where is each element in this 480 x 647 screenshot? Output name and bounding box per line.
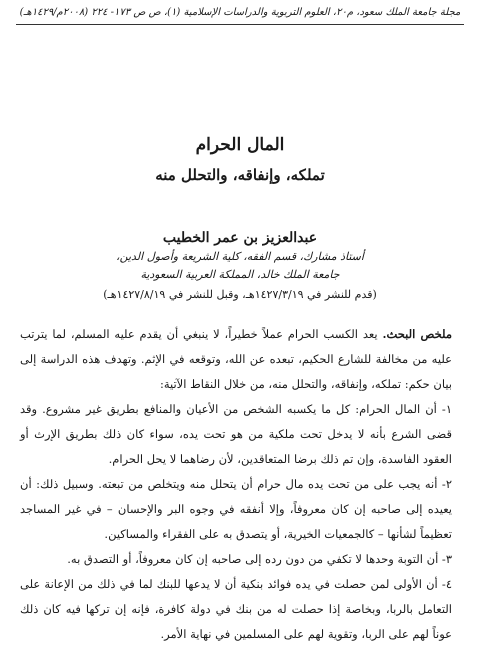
abstract bbox=[20, 322, 452, 647]
author-block bbox=[40, 228, 440, 304]
author-name: عبدالعزيز بن عمر الخطيب bbox=[162, 230, 318, 246]
abstract-point-2: ٢- أنه يجب على من تحت يده مال حرام أن يتحلل منه ويتخلص من تبعته. وسبيل ذلك: أن يعيده إلى صاحبه إن كان معروفاً، وإلا أنفقه في وجوه البر والإحسان – في غير المساجد تعظيماً لشأنها – كالجمعيات الخيرية، أو يتصدق به على الفقراء والمساكين. bbox=[20, 477, 452, 541]
article-title: المال الحرام bbox=[195, 135, 285, 155]
abstract-point-3: ٣- أن التوبة وحدها لا تكفي من دون رده إلى صاحبه إن كان معروفاً، أو التصدق به. bbox=[67, 552, 452, 566]
article-subtitle: تملكه، وإنفاقه، والتحلل منه bbox=[155, 166, 325, 184]
abstract-label: ملخص البحث. bbox=[382, 327, 452, 341]
author-affiliation-2: جامعة الملك خالد، المملكة العربية السعودية bbox=[140, 268, 340, 281]
author-affiliation-1: أستاذ مشارك، قسم الفقه، كلية الشريعة وأصول الدين، bbox=[116, 250, 364, 263]
abstract-intro bbox=[20, 322, 452, 397]
abstract-point-4: ٤- أن الأولى لمن حصلت في يده فوائد بنكية أن لا يدعها للبنك لما في ذلك من الإعانة على التعامل بالربا، وبخاصة إذا حصلت له من بنك في دولة كافرة، فإنه إن تركها فيه كان ذلك عوناً لهم على الربا، وتقوية لهم على المسلمين في نهاية الأمر. bbox=[20, 577, 452, 641]
header-rule bbox=[16, 24, 464, 25]
title-block bbox=[40, 134, 440, 186]
abstract-intro-text: يعد الكسب الحرام عملاً خطيراً، لا ينبغي أن يقدم عليه المسلم، لما يترتب عليه من مخالفة للشارع الحكيم، تبعده عن الله، وتوقعه في الإثم. وتهدف هذه الدراسة إلى بيان حكم: تملكه، وإنفاقه، والتحلل منه، من خلال النقاط الآتية: bbox=[20, 327, 452, 391]
abstract-point-1: ١- أن المال الحرام: كل ما يكسبه الشخص من الأعيان والمنافع بطريق غير مشروع. وقد قضى الشرع بأنه لا يدخل تحت ملكية من هو تحت يده، سواء كان ذلك بطريق الإرث أو العقود الفاسدة، وإن تم ذلك برضا المتعاقدين، لأن رضاهما لا يحل الحرام. bbox=[20, 402, 452, 466]
submission-dates: (قدم للنشر في ١٤٢٧/٣/١٩هـ، وقبل للنشر في ١٤٢٧/٨/١٩هـ) bbox=[103, 288, 377, 301]
running-header: مجلة جامعة الملك سعود، م٢٠، العلوم التربوية والدراسات الإسلامية (١)، ص ص ١٧٣- ٢٢٤ (٢٠٠٨م/١٤٢٩هـ) bbox=[19, 7, 461, 18]
